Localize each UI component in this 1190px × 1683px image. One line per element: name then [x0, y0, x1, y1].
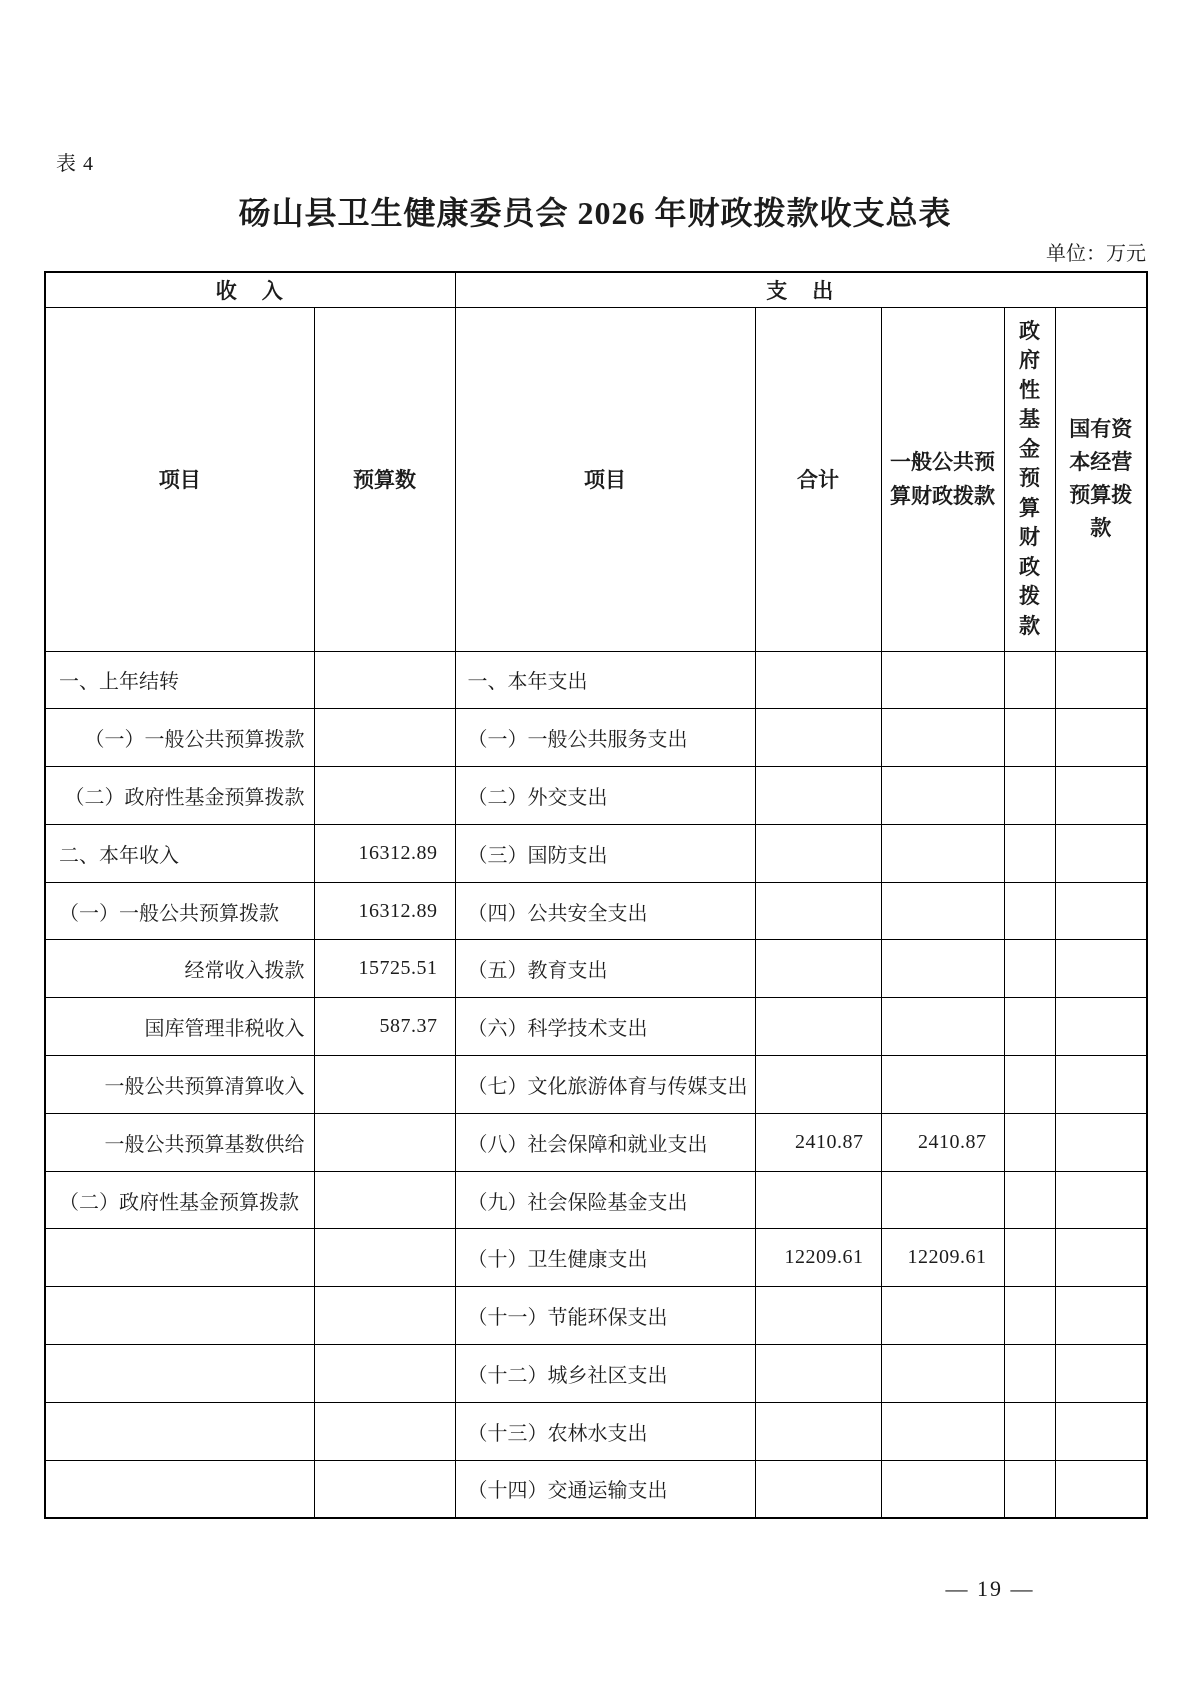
expenditure-general-budget-cell [881, 1056, 1004, 1114]
expenditure-general-budget-cell [881, 767, 1004, 825]
expenditure-state-capital-cell [1055, 1287, 1147, 1345]
expenditure-item-cell: （七）文化旅游体育与传媒支出 [455, 1056, 755, 1114]
expenditure-state-capital-cell [1055, 998, 1147, 1056]
income-item-cell [45, 1345, 314, 1403]
income-item-cell [45, 1402, 314, 1460]
expenditure-general-budget-cell [881, 709, 1004, 767]
expenditure-general-budget-cell [881, 940, 1004, 998]
expenditure-gov-fund-cell [1004, 1229, 1055, 1287]
expenditure-general-budget-cell [881, 998, 1004, 1056]
table-label: 表 4 [56, 153, 94, 175]
expenditure-item-cell: （六）科学技术支出 [455, 998, 755, 1056]
table-row [45, 1402, 1147, 1460]
expenditure-total-cell: 12209.61 [755, 1229, 881, 1287]
expenditure-gov-fund-cell [1004, 1113, 1055, 1171]
income-item-cell: （一）一般公共预算拨款 [45, 882, 314, 940]
income-budget-cell [314, 1113, 455, 1171]
expenditure-state-capital-cell [1055, 824, 1147, 882]
expenditure-general-budget-cell [881, 651, 1004, 709]
expenditure-gov-fund-cell [1004, 1345, 1055, 1403]
expenditure-gov-fund-cell [1004, 1056, 1055, 1114]
income-item-cell: 二、本年收入 [45, 824, 314, 882]
expenditure-total-cell [755, 1402, 881, 1460]
expenditure-item-cell: （四）公共安全支出 [455, 882, 755, 940]
expenditure-state-capital-cell [1055, 1402, 1147, 1460]
unit-note: 单位：万元 [1046, 243, 1146, 265]
expenditure-state-capital-cell [1055, 1171, 1147, 1229]
table-row [45, 1171, 1147, 1229]
expenditure-gov-fund-cell [1004, 998, 1055, 1056]
expenditure-state-capital-cell [1055, 1345, 1147, 1403]
expenditure-gov-fund-cell [1004, 767, 1055, 825]
expenditure-item-cell: （八）社会保障和就业支出 [455, 1113, 755, 1171]
income-budget-cell [314, 1460, 455, 1518]
budget-table [44, 271, 1148, 1519]
column-header-general-public-budget: 一般公共预算财政拨款 [881, 307, 1004, 651]
table-row [45, 1345, 1147, 1403]
column-header-expenditure-item: 项目 [455, 307, 755, 651]
table-row [45, 1460, 1147, 1518]
expenditure-total-cell: 2410.87 [755, 1113, 881, 1171]
expenditure-general-budget-cell: 12209.61 [881, 1229, 1004, 1287]
expenditure-general-budget-cell [881, 1287, 1004, 1345]
expenditure-gov-fund-cell [1004, 882, 1055, 940]
income-item-cell [45, 1287, 314, 1345]
column-header-income-item: 项目 [45, 307, 314, 651]
expenditure-gov-fund-cell [1004, 1171, 1055, 1229]
expenditure-gov-fund-cell [1004, 940, 1055, 998]
expenditure-total-cell [755, 709, 881, 767]
expenditure-total-cell [755, 882, 881, 940]
income-budget-cell [314, 767, 455, 825]
page-title: 砀山县卫生健康委员会 2026 年财政拨款收支总表 [238, 195, 952, 231]
expenditure-total-cell [755, 998, 881, 1056]
expenditure-total-cell [755, 767, 881, 825]
expenditure-gov-fund-cell [1004, 1402, 1055, 1460]
expenditure-item-cell: （九）社会保险基金支出 [455, 1171, 755, 1229]
expenditure-state-capital-cell [1055, 651, 1147, 709]
income-budget-cell [314, 1056, 455, 1114]
expenditure-item-cell: （三）国防支出 [455, 824, 755, 882]
expenditure-total-cell [755, 824, 881, 882]
income-budget-cell [314, 1402, 455, 1460]
column-header-gov-fund-budget: 政府性基金预算财政拨款 [1004, 307, 1055, 651]
income-budget-cell: 587.37 [314, 998, 455, 1056]
income-item-cell: 一般公共预算清算收入 [45, 1056, 314, 1114]
income-item-cell: （二）政府性基金预算拨款 [45, 767, 314, 825]
income-item-cell: 国库管理非税收入 [45, 998, 314, 1056]
income-budget-cell: 15725.51 [314, 940, 455, 998]
expenditure-general-budget-cell [881, 1402, 1004, 1460]
expenditure-item-cell: （十）卫生健康支出 [455, 1229, 755, 1287]
expenditure-state-capital-cell [1055, 882, 1147, 940]
table-row [45, 940, 1147, 998]
expenditure-item-cell: （十一）节能环保支出 [455, 1287, 755, 1345]
expenditure-gov-fund-cell [1004, 1460, 1055, 1518]
expenditure-item-cell: （十三）农林水支出 [455, 1402, 755, 1460]
section-header-row [45, 272, 1147, 307]
income-section-header: 收 入 [45, 272, 455, 307]
expenditure-state-capital-cell [1055, 709, 1147, 767]
expenditure-item-cell: 一、本年支出 [455, 651, 755, 709]
column-header-expenditure-total: 合计 [755, 307, 881, 651]
expenditure-total-cell [755, 1171, 881, 1229]
expenditure-section-header: 支 出 [455, 272, 1147, 307]
expenditure-gov-fund-cell [1004, 824, 1055, 882]
expenditure-general-budget-cell [881, 824, 1004, 882]
table-row [45, 1113, 1147, 1171]
expenditure-general-budget-cell [881, 1171, 1004, 1229]
table-row [45, 651, 1147, 709]
expenditure-general-budget-cell: 2410.87 [881, 1113, 1004, 1171]
expenditure-total-cell [755, 651, 881, 709]
expenditure-item-cell: （一）一般公共服务支出 [455, 709, 755, 767]
income-item-cell [45, 1460, 314, 1518]
expenditure-item-cell: （五）教育支出 [455, 940, 755, 998]
table-body [45, 651, 1147, 1518]
income-budget-cell [314, 1287, 455, 1345]
table-row [45, 882, 1147, 940]
column-header-row [45, 307, 1147, 651]
expenditure-total-cell [755, 1460, 881, 1518]
income-budget-cell [314, 1345, 455, 1403]
expenditure-item-cell: （二）外交支出 [455, 767, 755, 825]
income-budget-cell [314, 1229, 455, 1287]
expenditure-total-cell [755, 1345, 881, 1403]
table-row [45, 1056, 1147, 1114]
expenditure-gov-fund-cell [1004, 709, 1055, 767]
expenditure-general-budget-cell [881, 882, 1004, 940]
expenditure-item-cell: （十四）交通运输支出 [455, 1460, 755, 1518]
table-row [45, 767, 1147, 825]
expenditure-state-capital-cell [1055, 940, 1147, 998]
table-row [45, 1229, 1147, 1287]
table-row [45, 709, 1147, 767]
expenditure-general-budget-cell [881, 1460, 1004, 1518]
table-row [45, 998, 1147, 1056]
income-item-cell: （二）政府性基金预算拨款 [45, 1171, 314, 1229]
income-budget-cell: 16312.89 [314, 824, 455, 882]
page-number: — 19 — [945, 1576, 1035, 1601]
expenditure-state-capital-cell [1055, 1229, 1147, 1287]
income-budget-cell [314, 709, 455, 767]
expenditure-general-budget-cell [881, 1345, 1004, 1403]
column-header-state-capital-budget: 国有资本经营预算拨款 [1055, 307, 1147, 651]
expenditure-state-capital-cell [1055, 1460, 1147, 1518]
column-header-income-budget: 预算数 [314, 307, 455, 651]
expenditure-gov-fund-cell [1004, 651, 1055, 709]
income-budget-cell [314, 1171, 455, 1229]
expenditure-gov-fund-cell [1004, 1287, 1055, 1345]
income-item-cell [45, 1229, 314, 1287]
income-budget-cell [314, 651, 455, 709]
expenditure-total-cell [755, 1287, 881, 1345]
expenditure-total-cell [755, 940, 881, 998]
expenditure-state-capital-cell [1055, 767, 1147, 825]
income-item-cell: 一、上年结转 [45, 651, 314, 709]
expenditure-total-cell [755, 1056, 881, 1114]
expenditure-state-capital-cell [1055, 1056, 1147, 1114]
income-item-cell: （一）一般公共预算拨款 [45, 709, 314, 767]
income-item-cell: 经常收入拨款 [45, 940, 314, 998]
expenditure-state-capital-cell [1055, 1113, 1147, 1171]
table-row [45, 1287, 1147, 1345]
table-row [45, 824, 1147, 882]
expenditure-item-cell: （十二）城乡社区支出 [455, 1345, 755, 1403]
income-item-cell: 一般公共预算基数供给 [45, 1113, 314, 1171]
income-budget-cell: 16312.89 [314, 882, 455, 940]
